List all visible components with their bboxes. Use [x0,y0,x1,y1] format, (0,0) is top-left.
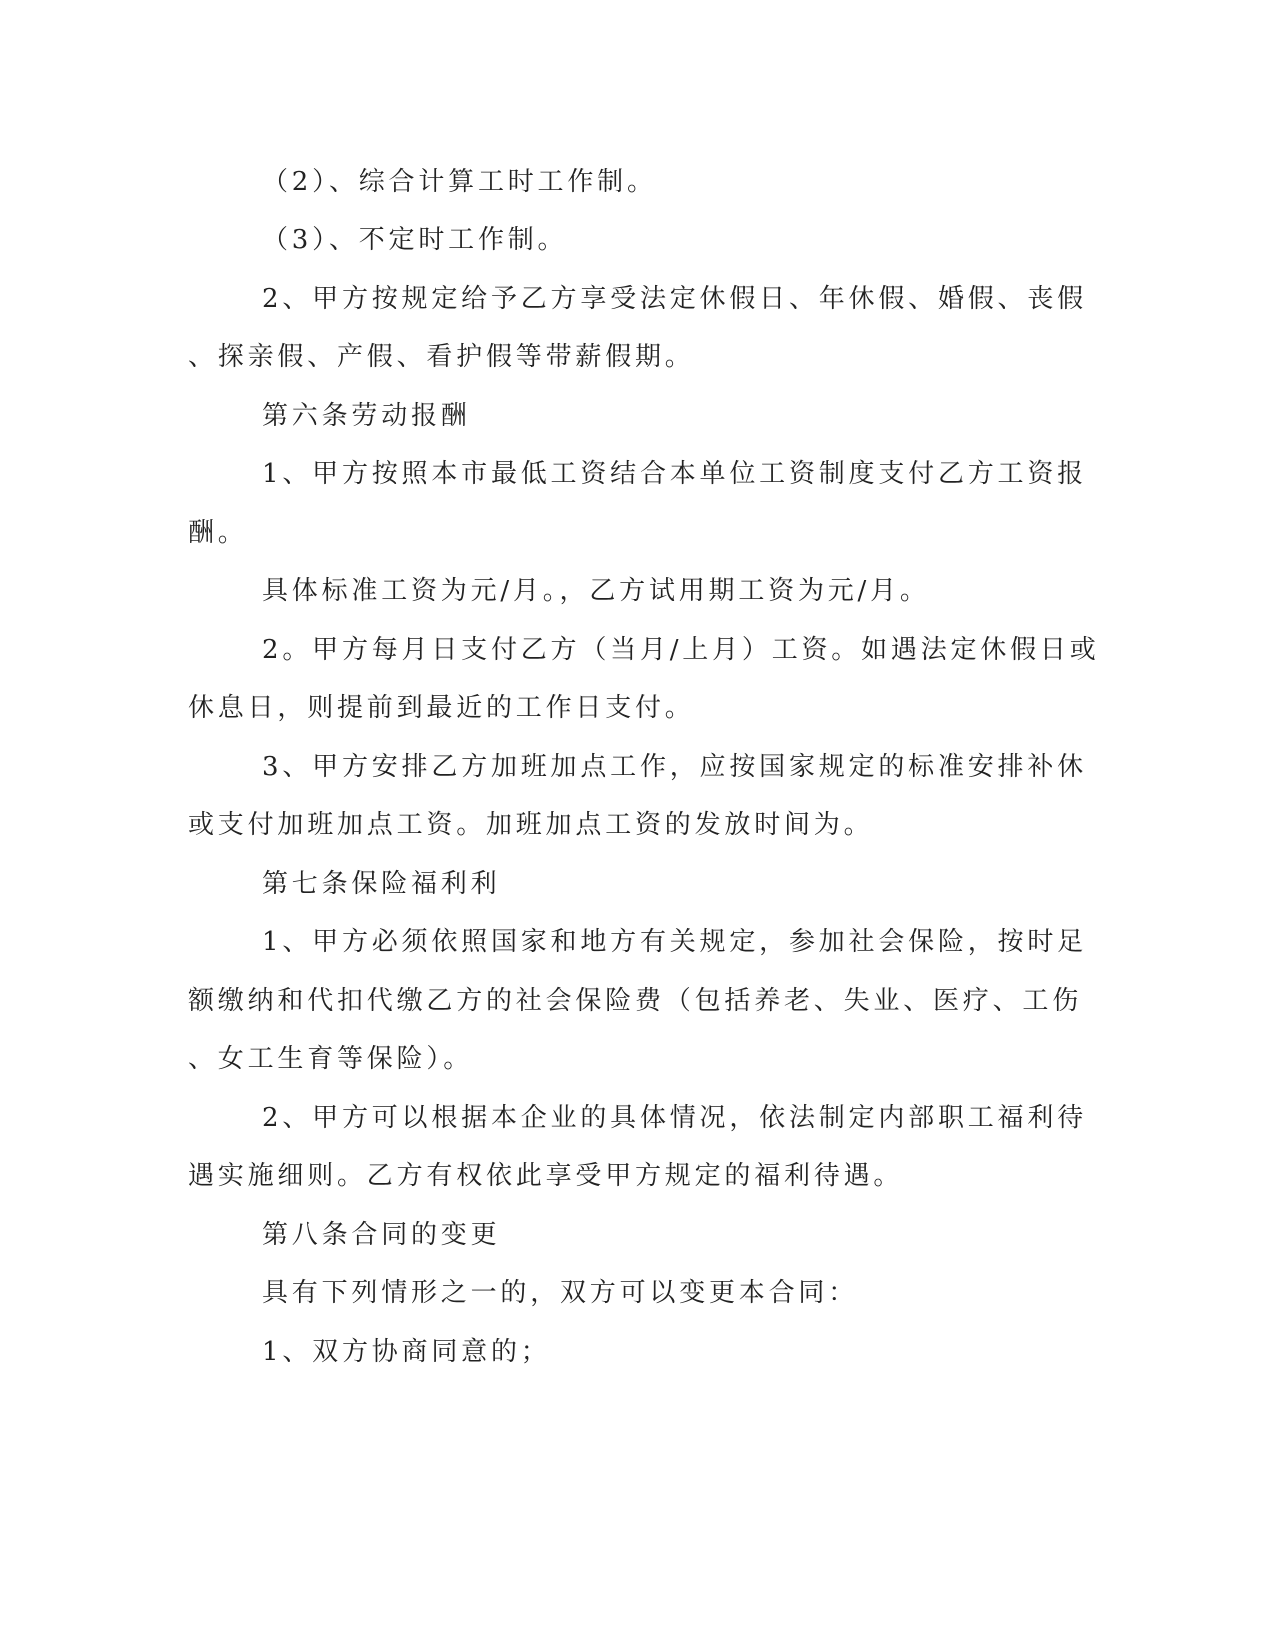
paragraph-wage-line-2: 酬。 [188,518,248,548]
article-6-heading: 第六条劳动报酬 [262,401,471,431]
paragraph-paid-leave-line-2: 、探亲假、产假、看护假等带薪假期。 [188,342,695,372]
paragraph-insurance-line-1: 1、甲方必须依照国家和地方有关规定，参加社会保险，按时足 [262,927,1087,957]
paragraph-payday-line-1: 2。甲方每月日支付乙方（当月/上月）工资。如遇法定休假日或 [262,635,1100,665]
paragraph-wage-line-1: 1、甲方按照本市最低工资结合本单位工资制度支付乙方工资报 [262,459,1087,489]
clause-item-2-comprehensive-hours: （2）、综合计算工时工作制。 [262,167,657,197]
clause-item-1-mutual-agreement: 1、双方协商同意的； [262,1337,551,1367]
article-7-heading: 第七条保险福利利 [262,869,501,899]
paragraph-insurance-line-3: 、女工生育等保险）。 [188,1044,474,1074]
paragraph-overtime-line-1: 3、甲方安排乙方加班加点工作，应按国家规定的标准安排补休 [262,752,1087,782]
paragraph-welfare-line-2: 遇实施细则。乙方有权依此享受甲方规定的福利待遇。 [188,1161,904,1191]
article-8-heading: 第八条合同的变更 [262,1220,501,1250]
paragraph-overtime-line-2: 或支付加班加点工资。加班加点工资的发放时间为。 [188,810,874,840]
paragraph-insurance-line-2: 额缴纳和代扣代缴乙方的社会保险费（包括养老、失业、医疗、工伤 [188,986,1083,1016]
paragraph-change-conditions: 具有下列情形之一的，双方可以变更本合同： [262,1278,859,1308]
clause-item-3-flexible-hours: （3）、不定时工作制。 [262,225,568,255]
paragraph-paid-leave-line-1: 2、甲方按规定给予乙方享受法定休假日、年休假、婚假、丧假 [262,284,1087,314]
paragraph-wage-standard: 具体标准工资为元/月。，乙方试用期工资为元/月。 [262,576,930,606]
paragraph-welfare-line-1: 2、甲方可以根据本企业的具体情况，依法制定内部职工福利待 [262,1103,1087,1133]
paragraph-payday-line-2: 休息日，则提前到最近的工作日支付。 [188,693,695,723]
